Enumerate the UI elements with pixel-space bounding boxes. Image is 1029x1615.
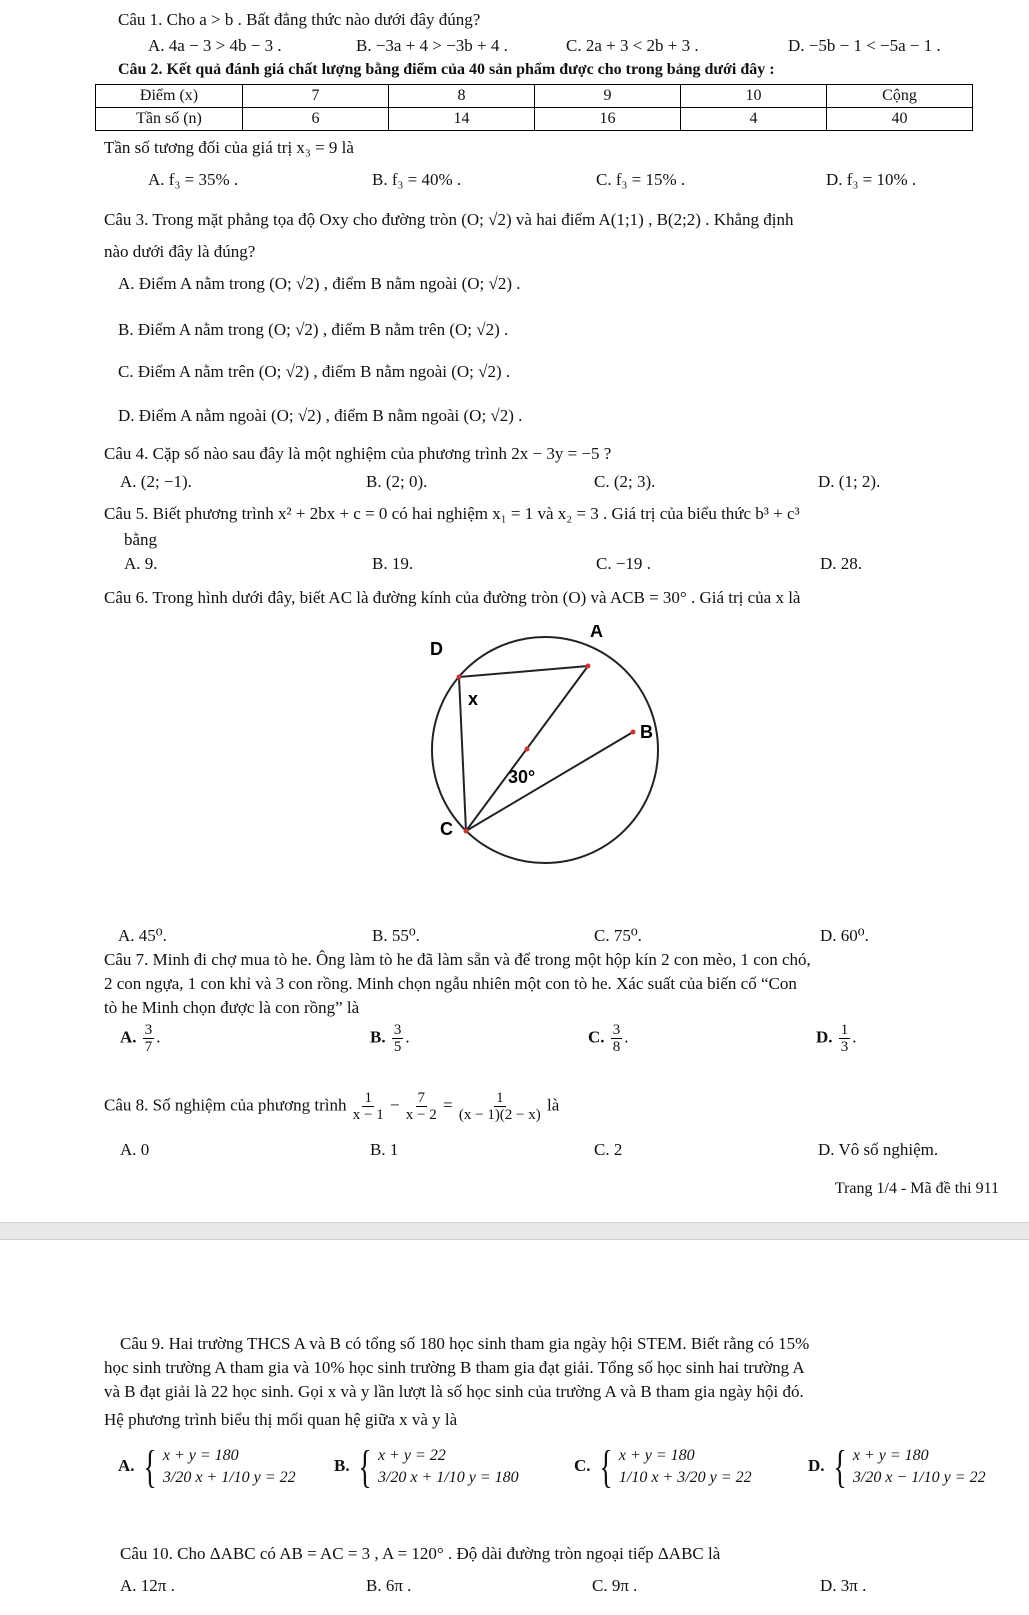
page-footer: Trang 1/4 - Mã đề thi 911 <box>834 1180 999 1197</box>
option-label: C. <box>574 1455 591 1475</box>
q5-stem-cont: bằng <box>124 530 158 549</box>
segment-da <box>459 666 588 677</box>
q7-option-c: C. $\frac{3}{8}$ . <box>588 1022 629 1055</box>
page-separator <box>0 1222 1029 1240</box>
q9-line-2: học sinh trường A tham gia và 10% học sinh trường B tham gia đạt giải. Tổng số học sinh hai trường A <box>104 1358 805 1377</box>
label-a: A <box>590 625 603 641</box>
q7-option-b: B. $\frac{3}{5}$ . <box>370 1022 410 1055</box>
numerator: 1 <box>364 1090 372 1106</box>
denominator: 3 <box>840 1039 849 1055</box>
table-cell: Điểm (x) <box>96 85 243 108</box>
fraction <box>611 1022 623 1055</box>
q6-stem: Câu 6. Trong hình dưới đây, biết AC là đường kính của đường tròn (O) và ACB = 30° . Giá trị của x là <box>104 588 801 607</box>
equation-1: x + y = 22 <box>377 1447 446 1464</box>
q1-stem: Câu 1. Cho a > b . Bất đẳng thức nào dưới đây đúng? <box>118 10 481 29</box>
q2-option-a: A. f₃ = 35% . <box>148 170 239 189</box>
option-label: D. <box>808 1455 825 1475</box>
label-x: x <box>468 689 479 709</box>
q10-stem: Câu 10. Cho ΔABC có AB = AC = 3 , A = 120° . Độ dài đường tròn ngoại tiếp ΔABC là <box>120 1544 721 1563</box>
numerator: 3 <box>612 1022 621 1038</box>
fraction <box>392 1022 404 1055</box>
equation-2: 3/20 x + 1/10 y = 180 <box>377 1469 519 1486</box>
q4-option-a: A. (2; −1). <box>120 472 192 491</box>
q3-option-b: B. Điểm A nằm trong (O; √2) , điểm B nằm trên (O; √2) . <box>118 320 509 339</box>
q9-option-b <box>334 1441 519 1492</box>
table-row <box>96 85 973 108</box>
fraction <box>143 1022 155 1055</box>
q8-option-a: A. 0 <box>120 1140 150 1159</box>
segment-cb <box>466 732 633 831</box>
q2-stem: Câu 2. Kết quả đánh giá chất lượng bằng điểm của 40 sản phẩm được cho trong bảng dưới đây : <box>118 61 775 78</box>
table-cell: 6 <box>243 108 389 131</box>
label-d: D <box>430 639 443 659</box>
q2-option-c: C. f₃ = 15% . <box>596 170 686 189</box>
q6-option-c: C. 75⁰. <box>594 926 642 945</box>
q10-option-a: A. 12π . <box>120 1576 175 1595</box>
equation-1: x + y = 180 <box>618 1447 695 1464</box>
q5-stem: Câu 5. Biết phương trình x² + 2bx + c = 0 có hai nghiệm x₁ = 1 và x₂ = 3 . Giá trị của biểu thức b³ + c³ <box>104 504 800 523</box>
q9-line-4: Hệ phương trình biểu thị mối quan hệ giữa x và y là <box>104 1410 458 1429</box>
q2-ask: Tần số tương đối của giá trị x₃ = 9 là <box>104 138 354 157</box>
q10-option-b: B. 6π . <box>366 1576 412 1595</box>
q8-stem: Câu 8. Số nghiệm của phương trình $\frac{1}{x - 1}$ − $\frac{7}{x - 2}$ = $\frac{1}{(x - 1)(2 - x)}$ là <box>104 1090 560 1123</box>
q7-option-a: A. $\frac{3}{7}$ . <box>120 1022 161 1055</box>
table-cell: 4 <box>681 108 827 131</box>
table-cell: 9 <box>535 85 681 108</box>
point-d-dot <box>457 675 462 680</box>
q5-option-d: D. 28. <box>820 554 863 573</box>
equation-2: 3/20 x − 1/10 y = 22 <box>852 1469 986 1486</box>
q9-option-d <box>808 1441 986 1492</box>
q4-stem: Câu 4. Cặp số nào sau đây là một nghiệm của phương trình 2x − 3y = −5 ? <box>104 444 612 463</box>
point-a-dot <box>586 664 591 669</box>
fraction <box>353 1090 384 1123</box>
q7-option-d: D. $\frac{1}{3}$ . <box>816 1022 857 1055</box>
q8-option-c: C. 2 <box>594 1140 623 1159</box>
q3-option-d: D. Điểm A nằm ngoài (O; √2) , điểm B nằm ngoài (O; √2) . <box>118 406 523 425</box>
table-row <box>96 108 973 131</box>
table-cell: 10 <box>681 85 827 108</box>
q8-option-b: B. 1 <box>370 1140 399 1159</box>
table-cell: 8 <box>389 85 535 108</box>
circle-figure <box>410 625 680 875</box>
numerator: 3 <box>393 1022 402 1038</box>
table-cell: 14 <box>389 108 535 131</box>
denominator: x − 2 <box>405 1107 437 1123</box>
q10-option-c: C. 9π . <box>592 1576 638 1595</box>
equation-system <box>829 1441 986 1492</box>
label-c: C <box>440 819 453 839</box>
q1-option-c: C. 2a + 3 < 2b + 3 . <box>566 36 699 55</box>
q8-stem-text: Câu 8. Số nghiệm của phương trình <box>104 1095 347 1115</box>
point-c-dot <box>464 829 469 834</box>
table-cell: Cộng <box>827 85 973 108</box>
label-b: B <box>640 722 653 742</box>
fraction <box>839 1022 851 1055</box>
equation-1: x + y = 180 <box>852 1447 929 1464</box>
denominator: 8 <box>612 1039 621 1055</box>
option-label: D. <box>816 1027 833 1047</box>
center-o-dot <box>525 747 530 752</box>
equation-system <box>354 1441 519 1492</box>
q4-option-b: B. (2; 0). <box>366 472 428 491</box>
q5-option-b: B. 19. <box>372 554 414 573</box>
q6-option-d: D. 60⁰. <box>820 926 869 945</box>
q6-option-a: A. 45⁰. <box>118 926 167 945</box>
q9-option-c <box>574 1441 752 1492</box>
point-b-dot <box>631 730 636 735</box>
label-angle: 30° <box>508 767 536 787</box>
numerator: 1 <box>840 1022 849 1038</box>
q3-stem-cont: nào dưới đây là đúng? <box>104 242 256 261</box>
brace-icon: { <box>358 1441 372 1492</box>
segment-dc <box>459 677 466 831</box>
option-label: A. <box>118 1455 135 1475</box>
brace-icon: { <box>599 1441 613 1492</box>
q1-option-d: D. −5b − 1 < −5a − 1 . <box>788 36 941 55</box>
equation-system <box>595 1441 752 1492</box>
numerator: 3 <box>144 1022 153 1038</box>
table-cell: 40 <box>827 108 973 131</box>
q2-option-b: B. f₃ = 40% . <box>372 170 462 189</box>
denominator: 7 <box>144 1039 153 1055</box>
equation-system <box>139 1441 296 1492</box>
fraction <box>406 1090 437 1123</box>
q1-option-a: A. 4a − 3 > 4b − 3 . <box>148 36 282 55</box>
option-label: C. <box>588 1027 605 1047</box>
q1-option-b: B. −3a + 4 > −3b + 4 . <box>356 36 508 55</box>
q9-line-1: Câu 9. Hai trường THCS A và B có tổng số 180 học sinh tham gia ngày hội STEM. Biết rằng có 15% <box>120 1334 810 1353</box>
table-cell: 7 <box>243 85 389 108</box>
q8-tail: là <box>547 1095 560 1115</box>
equation-1: x + y = 180 <box>162 1447 239 1464</box>
option-label: B. <box>370 1027 386 1047</box>
fraction <box>459 1090 541 1123</box>
equation-2: 3/20 x + 1/10 y = 22 <box>162 1469 296 1486</box>
q3-option-a: A. Điểm A nằm trong (O; √2) , điểm B nằm ngoài (O; √2) . <box>118 274 521 293</box>
q9-option-a <box>118 1441 296 1492</box>
q4-option-c: C. (2; 3). <box>594 472 656 491</box>
q8-option-d: D. Vô số nghiệm. <box>818 1140 939 1159</box>
brace-icon: { <box>833 1441 847 1492</box>
q3-option-c: C. Điểm A nằm trên (O; √2) , điểm B nằm ngoài (O; √2) . <box>118 362 511 381</box>
brace-icon: { <box>143 1441 157 1492</box>
q3-stem: Câu 3. Trong mặt phẳng tọa độ Oxy cho đường tròn (O; √2) và hai điểm A(1;1) , B(2;2) . Khẳng định <box>104 210 794 229</box>
numerator: 1 <box>496 1090 504 1106</box>
option-label: B. <box>334 1455 350 1475</box>
option-label: A. <box>120 1027 137 1047</box>
denominator: 5 <box>393 1039 402 1055</box>
denominator: x − 1 <box>352 1107 384 1123</box>
q10-option-d: D. 3π . <box>820 1576 867 1595</box>
equation-2: 1/10 x + 3/20 y = 22 <box>618 1469 752 1486</box>
q6-option-b: B. 55⁰. <box>372 926 420 945</box>
q5-option-c: C. −19 . <box>596 554 651 573</box>
q7-line-3: tò he Minh chọn được là con rồng” là <box>104 998 360 1017</box>
q2-option-d: D. f₃ = 10% . <box>826 170 917 189</box>
frequency-table <box>95 84 973 131</box>
q7-line-1: Câu 7. Minh đi chợ mua tò he. Ông làm tò he đã làm sẵn và để trong một hộp kín 2 con mèo, 1 con chó, <box>104 950 811 969</box>
numerator: 7 <box>417 1090 426 1106</box>
table-cell: 16 <box>535 108 681 131</box>
q9-line-3: và B đạt giải là 22 học sinh. Gọi x và y lần lượt là số học sinh của trường A và B tham gia ngày hội đó. <box>104 1382 804 1401</box>
q5-option-a: A. 9. <box>124 554 158 573</box>
table-cell: Tần số (n) <box>96 108 243 131</box>
q7-line-2: 2 con ngựa, 1 con khỉ và 3 con rồng. Minh chọn ngẫu nhiên một con tò he. Xác suất của biến cố “Con <box>104 974 797 993</box>
q4-option-d: D. (1; 2). <box>818 472 881 491</box>
denominator: (x − 1)(2 − x) <box>458 1107 541 1123</box>
